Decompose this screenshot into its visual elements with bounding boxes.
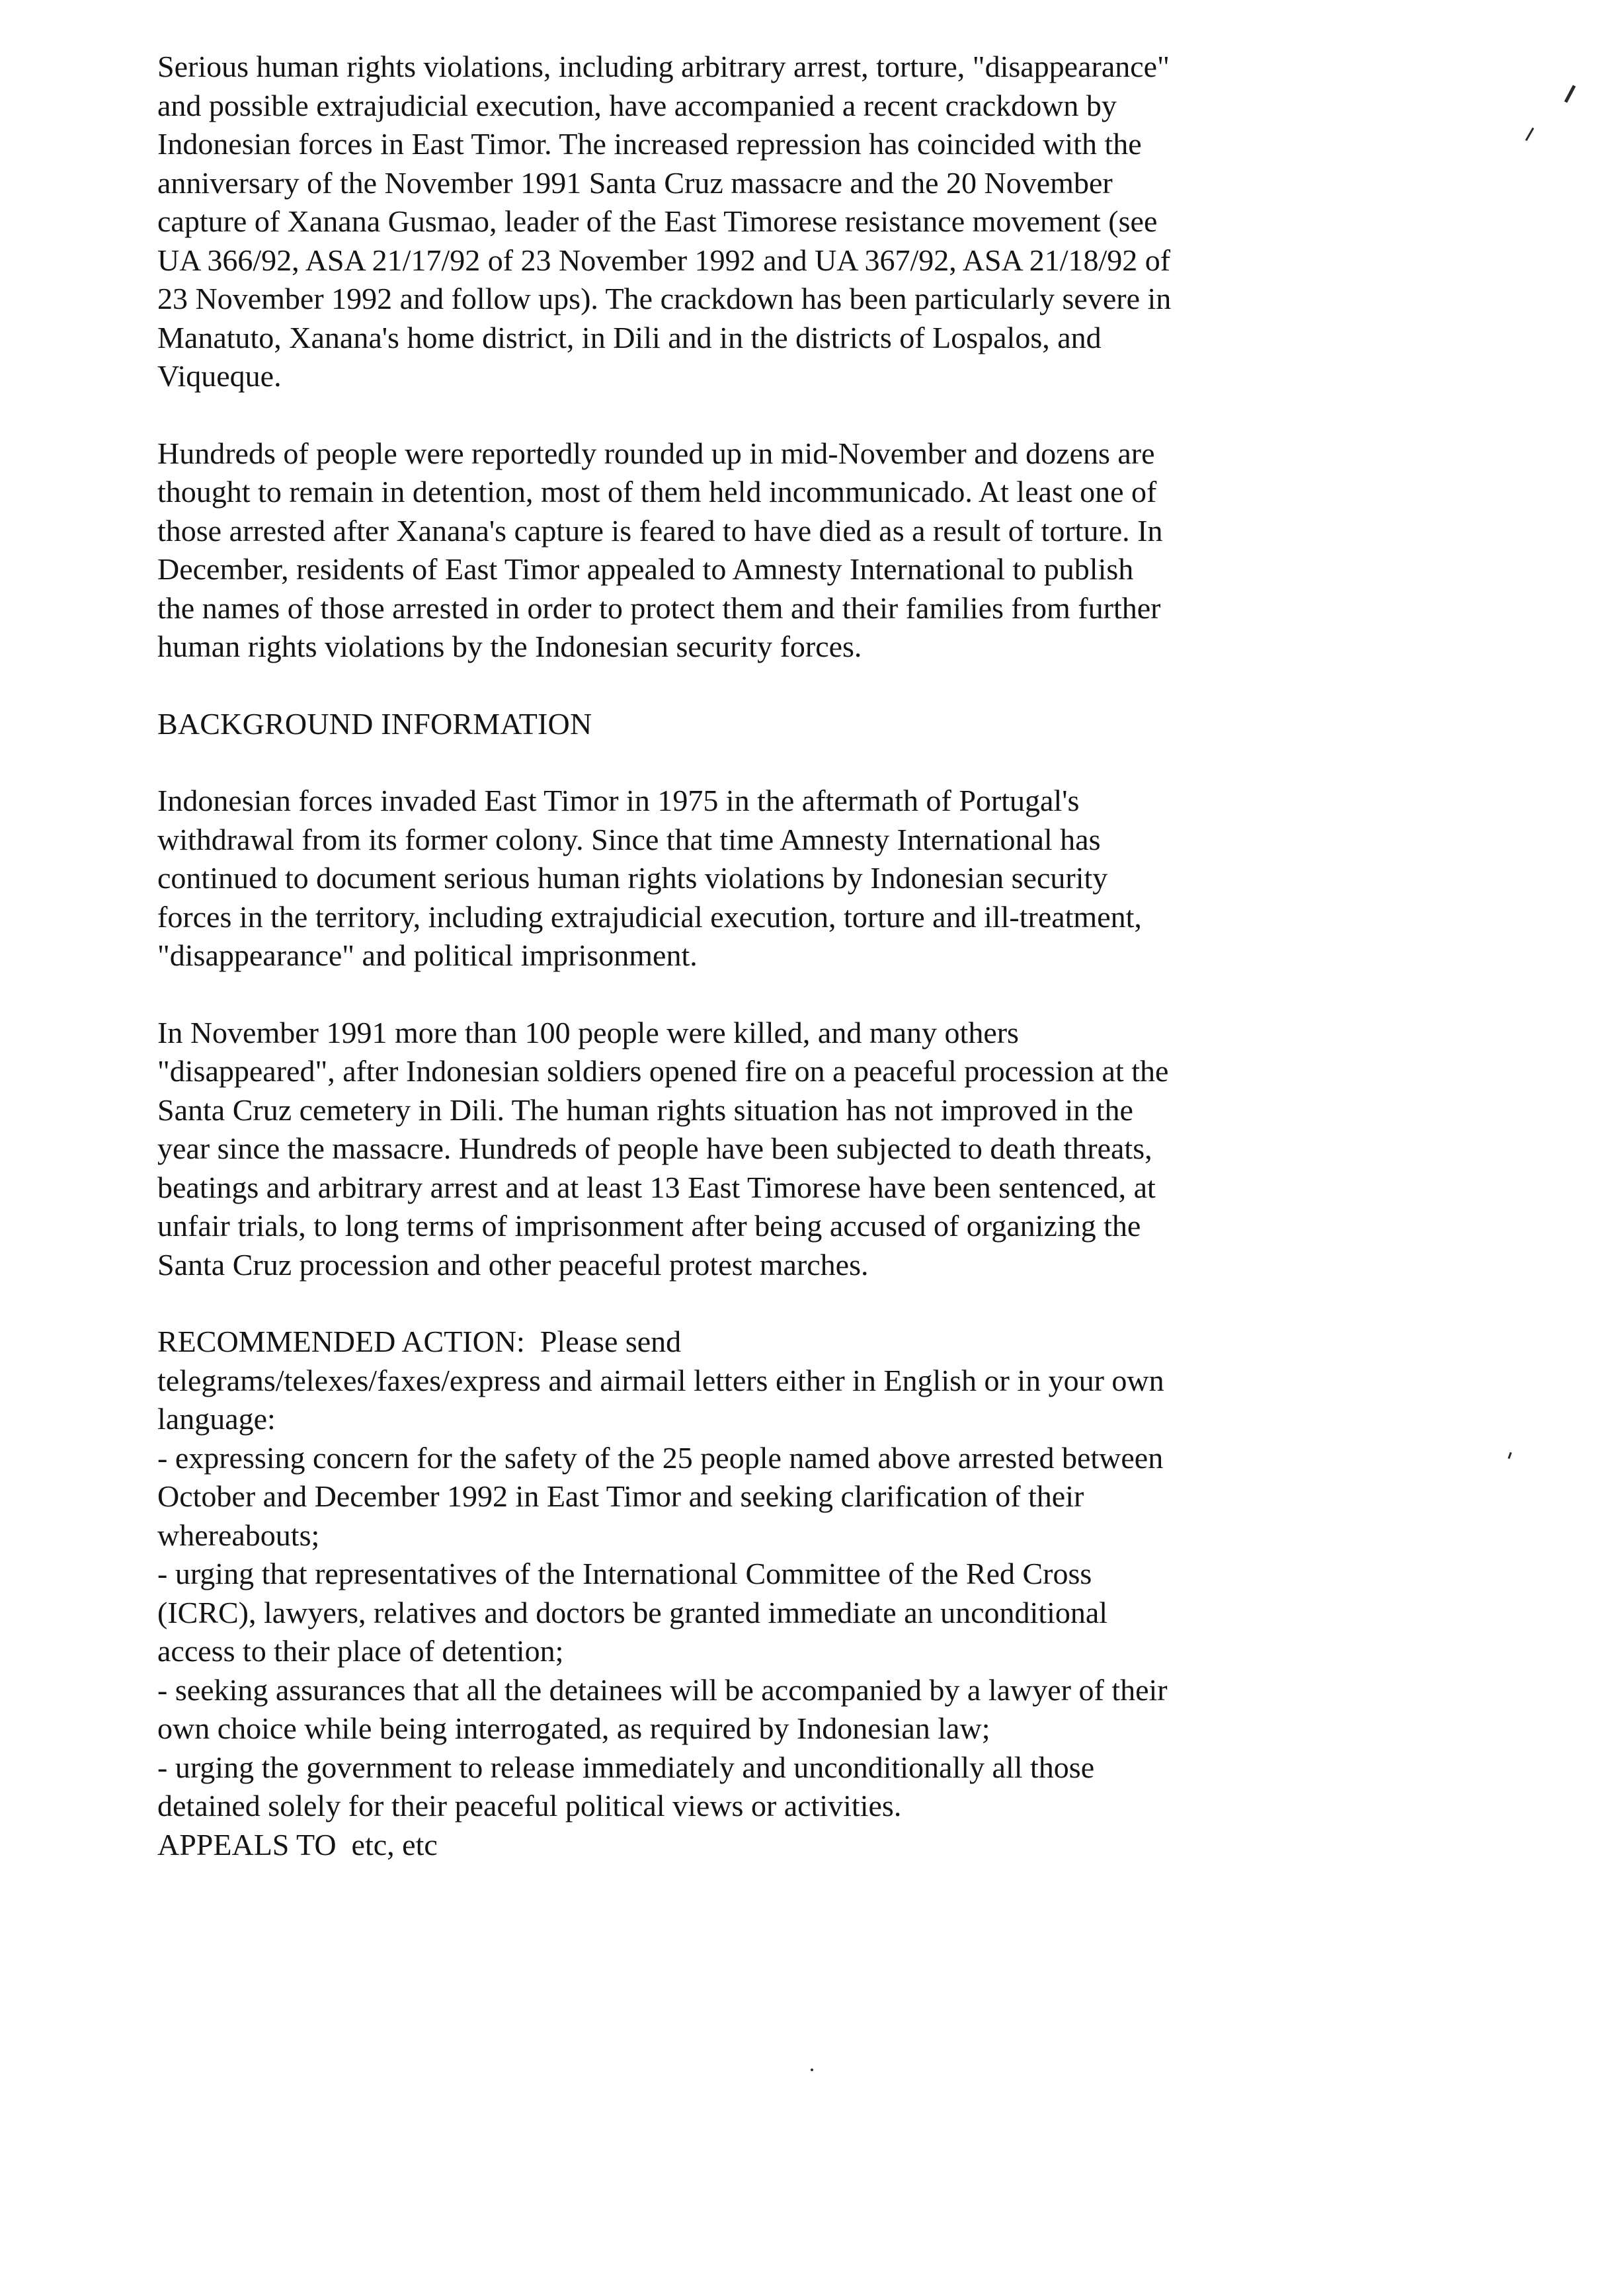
recommended-action-label: RECOMMENDED ACTION: xyxy=(157,1325,525,1358)
background-heading: BACKGROUND INFORMATION xyxy=(157,706,592,741)
action-item-3: - seeking assurances that all the detainees will be accompanied by a lawyer of their own choice while being interrogated, as required by Indonesian law; xyxy=(157,1672,1168,1745)
scan-mark-2 xyxy=(1525,128,1535,142)
background-paragraph-2: In November 1991 more than 100 people were killed, and many others "disappeared", after Indonesian soldiers opened fire on a peaceful procession at the Santa Cruz cemetery in Dili. The human rights situation has not improved in the year since the massacre. Hundreds of people have been subjected to death threats, beatings and arbitrary arrest and at least 13 East Timorese have been sentenced, at unfair trials, to long terms of imprisonment after being accused of organizing the Santa Cruz procession and other peaceful protest marches. xyxy=(157,1015,1169,1282)
appeals-label: APPEALS TO xyxy=(157,1827,337,1862)
scan-mark-4 xyxy=(811,2069,813,2071)
document-body xyxy=(157,48,1176,1864)
appeals-text: etc, etc xyxy=(351,1827,438,1862)
recommended-action-lead: Please send xyxy=(540,1325,682,1358)
background-paragraph-1: Indonesian forces invaded East Timor in 1975 in the aftermath of Portugal's withdrawal from its former colony. Since that time Amnesty International has continued to document serious human rights violations by Indonesian security forces in the territory, including extrajudicial execution, torture and ill-treatment, "disappearance" and political imprisonment. xyxy=(157,784,1142,972)
appeals-line xyxy=(157,1826,1176,1865)
detention-paragraph: Hundreds of people were reportedly rounded up in mid-November and dozens are thought to remain in detention, most of them held incommunicado. At least one of those arrested after Xanana's capture is feared to have died as a result of torture. In December, residents of East Timor appealed to Amnesty International to publish the names of those arrested in order to protect them and their families from further human rights violations by the Indonesian security forces. xyxy=(157,436,1163,663)
intro-paragraph: Serious human rights violations, including arbitrary arrest, torture, "disappearance" and possible extrajudicial execution, have accompanied a recent crackdown by Indonesian forces in East Timor. The increased repression has coincided with the anniversary of the November 1991 Santa Cruz massacre and the 20 November capture of Xanana Gusmao, leader of the East Timorese resistance movement (see UA 366/92, ASA 21/17/92 of 23 November 1992 and UA 367/92, ASA 21/18/92 of 23 November 1992 and follow ups). The crackdown has been particularly severe in Manatuto, Xanana's home district, in Dili and in the districts of Lospalos, and Viqueque. xyxy=(157,50,1172,393)
action-item-2: - urging that representatives of the International Committee of the Red Cross (ICRC), lawyers, relatives and doctors be granted immediate an unconditional access to their place of detention; xyxy=(157,1557,1108,1668)
action-item-4: - urging the government to release immediately and unconditionally all those detained solely for their peaceful political views or activities. xyxy=(157,1750,1095,1823)
scan-mark-1 xyxy=(1564,85,1576,102)
recommended-action-intro: telegrams/telexes/faxes/express and airmail letters either in English or in your own language: xyxy=(157,1363,1164,1436)
scan-mark-3 xyxy=(1508,1452,1511,1459)
action-item-1: - expressing concern for the safety of the 25 people named above arrested between October and December 1992 in East Timor and seeking clarification of their whereabouts; xyxy=(157,1440,1164,1552)
recommended-action-heading xyxy=(157,1323,1176,1362)
